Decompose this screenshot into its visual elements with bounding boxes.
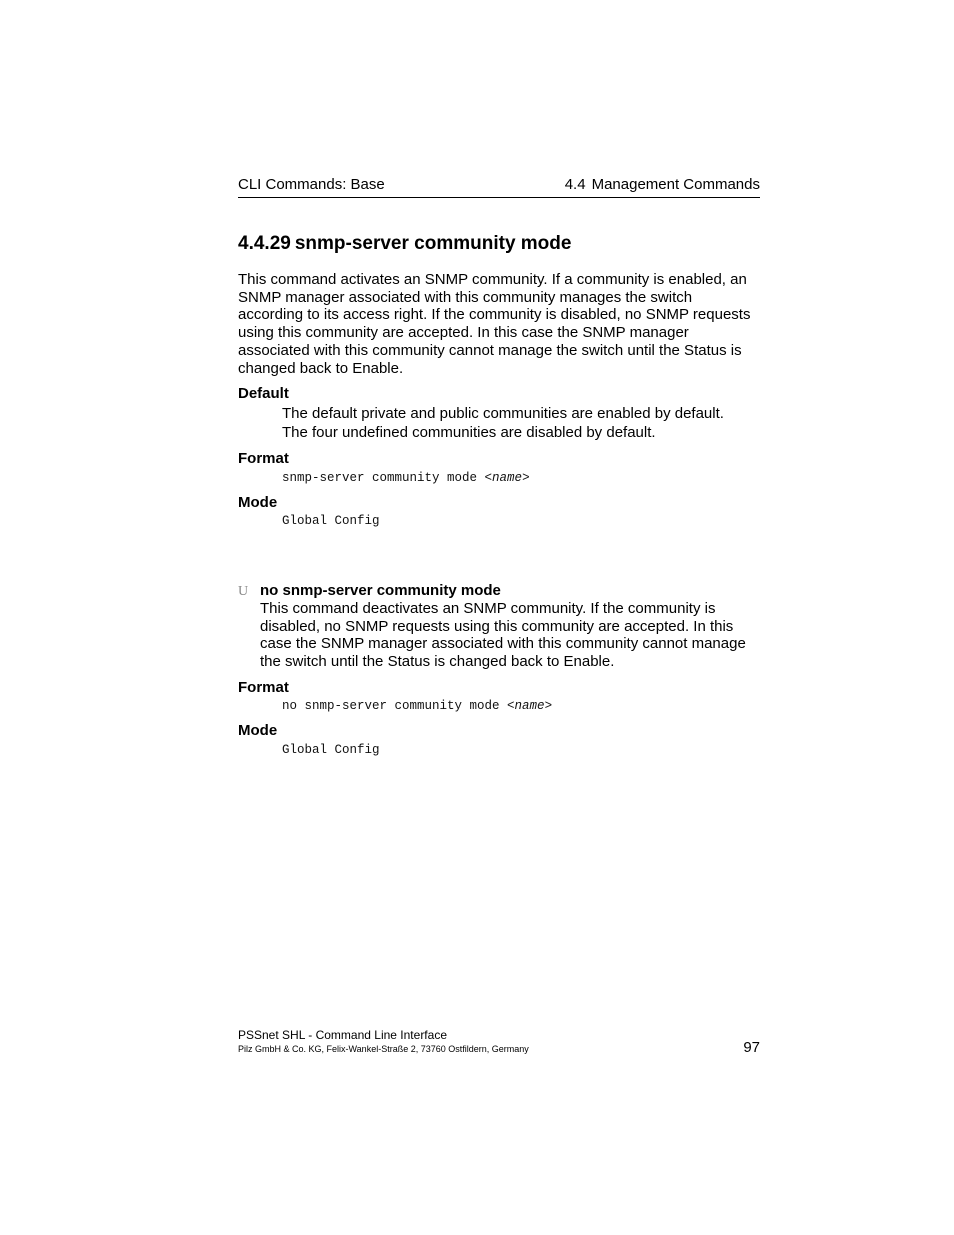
section-number: 4.4.29 (238, 233, 291, 254)
default-line-1: The default private and public communities are enabled by default. (282, 405, 724, 422)
section-heading (238, 232, 571, 256)
format-command-close: > (522, 471, 530, 485)
footer-title: PSSnet SHL - Command Line Interface (238, 1028, 447, 1042)
format-label: Format (238, 450, 289, 467)
no-command-title: no snmp-server community mode (260, 582, 501, 599)
no-format-command-text: no snmp-server community mode < (282, 699, 515, 713)
bullet-icon: U (238, 584, 249, 599)
page-number: 97 (743, 1039, 760, 1056)
no-format-command-close: > (544, 699, 553, 713)
footer-address: Pilz GmbH & Co. KG, Felix-Wankel-Straße 2, 73760 Ostfildern, Germany (238, 1044, 529, 1054)
mode-value: Global Config (282, 514, 380, 528)
section-title: snmp-server community mode (294, 233, 572, 254)
no-format-label: Format (238, 679, 289, 696)
section-intro: This command activates an SNMP community. If a community is enabled, an SNMP manager associated with this community manages the switch according to its access right. If the community is disabled, no SNMP requests using this community are accepted. In this case the SNMP manager associated with this community cannot manage the switch until the Status is changed back to Enable. (238, 271, 751, 377)
no-command-description: This command deactivates an SNMP community. If the community is disabled, no SNMP requests using this community are accepted. In this case the SNMP manager associated with this community cannot manage the switch until the Status is changed back to Enable. (260, 600, 746, 671)
header-section (565, 175, 760, 195)
format-command (282, 470, 530, 486)
no-mode-label: Mode (238, 722, 278, 739)
no-mode-value: Global Config (282, 743, 380, 757)
format-command-text: snmp-server community mode < (282, 471, 493, 485)
page-footer (238, 1027, 760, 1055)
default-line-2: The four undefined communities are disabled by default. (282, 424, 656, 441)
header-section-number: 4.4 (564, 176, 586, 193)
format-command-param: name (492, 471, 523, 485)
no-format-command (282, 698, 552, 714)
document-page (238, 0, 760, 1235)
mode-label: Mode (238, 494, 278, 511)
no-format-command-param: name (514, 699, 545, 713)
running-header (238, 175, 760, 198)
header-chapter: CLI Commands: Base (238, 176, 385, 193)
default-label: Default (238, 385, 289, 402)
header-section-title: Management Commands (591, 176, 760, 193)
